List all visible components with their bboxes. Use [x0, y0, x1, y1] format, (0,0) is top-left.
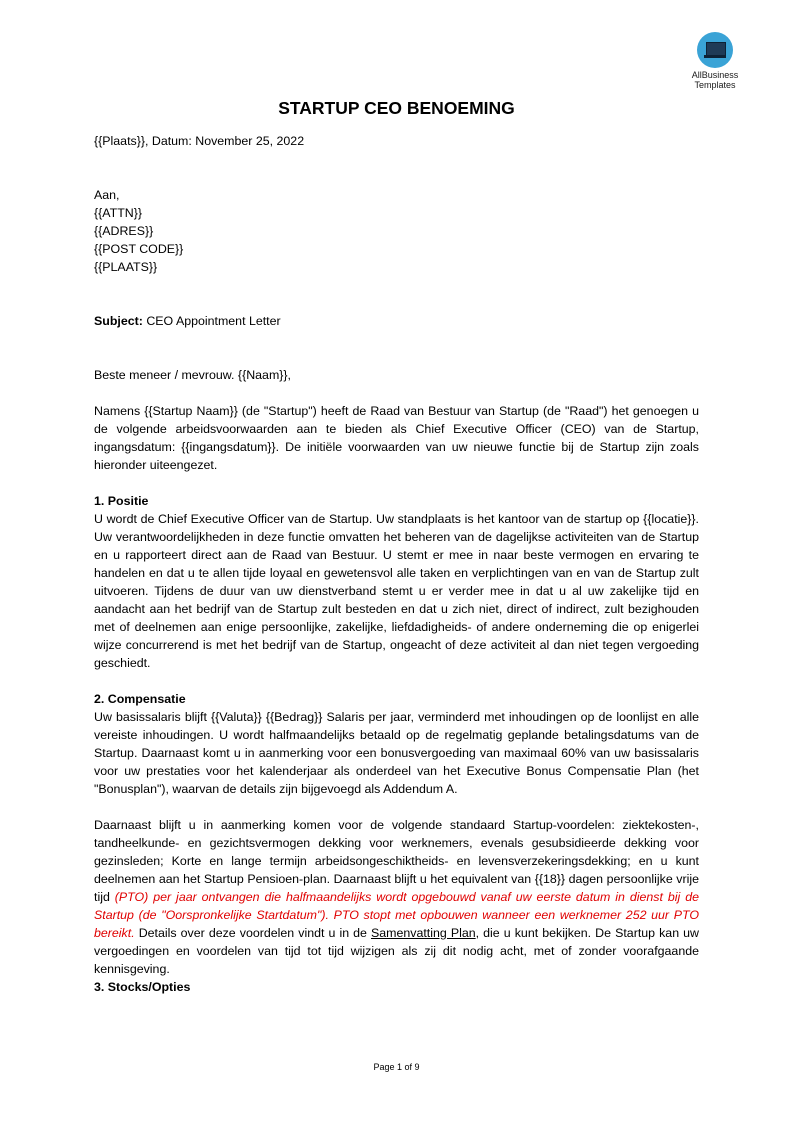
address-postcode: {{POST CODE}} [94, 242, 184, 256]
date-line: {{Plaats}}, Datum: November 25, 2022 [94, 134, 305, 148]
intro-paragraph: Namens {{Startup Naam}} (de "Startup") heeft de Raad van Bestuur van Startup (de "Raad") het genoegen u de volgende arbeidsvoorwaarden aan te bieden als Chief Executive Officer (CEO) van de Startup, ingangsdatum: {{ingangsdatum}}. De initiële voorwaarden van uw nieuwe functie bij de Startup zijn zoals hieronder uiteengezet. [94, 404, 699, 472]
address-attn: {{ATTN}} [94, 206, 142, 220]
pto-highlight: (PTO) per jaar ontvangen die halfmaandelijks wordt opgebouwd vanaf uw eerste datum in dienst bij de Startup (de "Oorspronkelijke Startdatum"). PTO stopt met opbouwen wanneer een werknemer 252 uur PTO bereikt. [94, 890, 699, 940]
section2-heading: 2. Compensatie [94, 692, 186, 706]
document-title: STARTUP CEO BENOEMING [278, 98, 515, 118]
benefits-mid: Details over deze voordelen vindt u in de [134, 926, 372, 940]
address-adres: {{ADRES}} [94, 224, 154, 238]
allbusiness-templates-logo [680, 32, 750, 90]
address-plaats: {{PLAATS}} [94, 260, 158, 274]
subject-value: CEO Appointment Letter [142, 314, 281, 328]
address-block [94, 186, 699, 276]
greeting: Beste meneer / mevrouw. {{Naam}}, [94, 368, 291, 382]
laptop-icon [697, 32, 733, 68]
page-number: Page 1 of 9 [373, 1062, 420, 1072]
logo-line1: AllBusiness [691, 70, 739, 80]
benefits-end: , die u kunt bekijken. De Startup kan uw vergoedingen en voordelen van tijd tot tijd wijzigen als zij dit nodig acht, met of zonder voorafgaande kennisgeving. [94, 926, 699, 976]
section1-heading: 1. Positie [94, 494, 149, 508]
samenvatting-plan-link[interactable]: Samenvatting Plan [371, 926, 476, 940]
section2-text: Uw basissalaris blijft {{Valuta}} {{Bedrag}} Salaris per jaar, verminderd met inhoudingen op de loonlijst en alle vereiste inhoudingen. U wordt halfmaandelijks betaald op de regelmatig geplande betalingsdatums van de Startup. Daarnaast komt u in aanmerking voor een bonusvergoeding van maximaal 60% van uw basissalaris voor uw prestaties voor het kalenderjaar als onderdeel van het Executive Bonus Compensatie Plan (het "Bonusplan"), waarvan de details zijn bijgevoegd als Addendum A. [94, 710, 699, 796]
section1-text: U wordt de Chief Executive Officer van de Startup. Uw standplaats is het kantoor van de startup op {{locatie}}. Uw verantwoordelijkheden in deze functie omvatten het beheren van de dagelijkse activiteiten van de Startup en u rapporteert direct aan de Raad van Bestuur. U stemt er mee in naar beste vermogen en ervaring te handelen en dat u te allen tijde loyaal en gewetensvol alle taken en verplichtingen van en van de Startup zult uitvoeren. Tijdens de duur van uw dienstverband stemt u er verder mee in dat u al uw zakelijke tijd en aandacht aan het bedrijf van de Startup zult besteden en dat u zich niet, direct of indirect, zult bezighouden met of deelnemen aan enige persoonlijke, zakelijke, liefdadigheids- of andere onderneming die op enigerlei wijze concurrerend is met het bedrijf van de Startup, ongeacht of deze activiteit al dan niet tegen vergoeding geschiedt. [94, 512, 699, 670]
section2-benefits-paragraph [94, 816, 699, 978]
address-aan: Aan, [94, 188, 120, 202]
section3-heading: 3. Stocks/Opties [94, 980, 191, 994]
logo-text [680, 70, 750, 90]
subject-line [94, 312, 699, 330]
subject-label: Subject: [94, 314, 143, 328]
logo-line2: Templates [694, 80, 736, 90]
benefits-start: Daarnaast blijft u in aanmerking komen voor de volgende standaard Startup-voordelen: ziektekosten-, tandheelkunde- en gezichtsvermogen dekking voor werknemers, evenals gesubsidieerde dekking voor gezinsleden; Korte en lange termijn arbeidsongeschiktheids- en levensverzekeringsdekking; en u kunt deelnemen aan het Startup Pensioen-plan. Daarnaast blijft u het equivalent van {{18}} dagen persoonlijke vrije tijd [94, 818, 699, 904]
document-page [94, 96, 699, 996]
